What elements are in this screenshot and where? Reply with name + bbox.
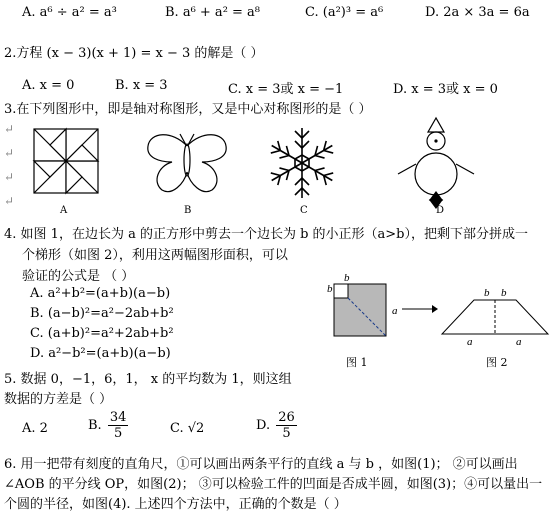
fig2-label-a-right: a	[516, 336, 522, 348]
fig2-label-a-left: a	[467, 336, 473, 348]
q2-option-a: A. x = 0	[22, 78, 75, 93]
q3-label-d: D	[436, 205, 445, 216]
q2-option-c: C. x = 3或 x = −1	[228, 82, 344, 97]
q6-line2: ∠AOB 的平分线 OP，如图(2)； ③可以检验工件的凹面是否成半圆，如图(3)；④可以量出一	[4, 477, 543, 492]
paragraph-mark: ↵	[4, 194, 15, 208]
fig2-label-b-right: b	[501, 287, 507, 299]
q4-option-b: B. (a−b)²=a²−2ab+b²	[30, 306, 174, 321]
q5-option-b-prefix: B.	[88, 418, 102, 433]
q1-option-d: D. 2a × 3a = 6a	[425, 5, 530, 20]
butterfly-figure	[142, 128, 232, 198]
arrow-right-icon	[402, 303, 438, 315]
q2-option-b: B. x = 3	[115, 78, 168, 93]
q4-option-a: A. a²+b²=(a+b)(a−b)	[30, 286, 171, 301]
q4-option-d: D. a²−b²=(a+b)(a−b)	[30, 346, 171, 361]
q4-line3: 验证的公式是 （ ）	[22, 269, 135, 284]
q5-d-numerator: 26	[278, 410, 295, 425]
q3-label-a: A	[60, 205, 68, 216]
pinwheel-figure	[30, 125, 102, 197]
snowflake-figure	[262, 124, 342, 202]
q5-option-b-fraction	[108, 410, 129, 441]
q2-option-d: D. x = 3或 x = 0	[393, 82, 498, 97]
q5-option-d-prefix: D.	[256, 418, 271, 433]
q1-option-c: C. (a²)³ = a⁶	[305, 5, 384, 20]
trapezoid-figure	[440, 298, 552, 338]
q5-line2: 数据的方差是（ ）	[4, 392, 113, 407]
q6-line3: 个圆的半径，如图(4). 上述四个方法中，正确的个数是（ ）	[4, 497, 347, 512]
q4-line2: 个梯形（如图 2），利用这两幅图形面积，可以	[22, 248, 288, 263]
q4-line1: 4. 如图 1，在边长为 a 的正方形中剪去一个边长为 b 的小正形（a>b），把剩下部分拼成一	[4, 227, 529, 242]
q3-stem: 3.在下列图形中，即是轴对称图形，又是中心对称图形的是（ ）	[4, 102, 372, 117]
paragraph-mark: ↵	[4, 170, 15, 184]
q5-option-d	[256, 410, 299, 441]
q3-label-c: C	[300, 205, 308, 216]
fig1-label-b-top: b	[344, 272, 350, 284]
fig2-label-b-left: b	[484, 287, 490, 299]
q5-option-b	[88, 410, 130, 441]
q5-option-a: A. 2	[22, 421, 48, 436]
q5-option-c: C. √2	[170, 421, 205, 436]
q1-option-a: A. a⁶ ÷ a² = a³	[22, 5, 117, 20]
q5-line1: 5. 数据 0，−1，6，1， x 的平均数为 1，则这组	[4, 372, 292, 387]
q4-option-c: C. (a+b)²=a²+2ab+b²	[30, 326, 174, 341]
q5-d-denominator: 5	[282, 426, 291, 441]
q6-line1: 6. 用一把带有刻度的直角尺，①可以画出两条平行的直线 a 与 b ，如图(1)； ②可以画出	[4, 457, 518, 472]
paragraph-mark: ↵	[4, 146, 15, 160]
square-cut-figure	[330, 278, 390, 340]
snowman-figure	[388, 114, 484, 210]
q5-b-numerator: 34	[109, 410, 127, 425]
fig1-caption: 图 1	[346, 356, 368, 369]
fig1-label-b-left: b	[327, 283, 333, 295]
q5-b-denominator: 5	[113, 426, 123, 441]
fig2-caption: 图 2	[486, 356, 508, 369]
paragraph-mark: ↵	[4, 122, 15, 136]
fig1-label-a: a	[392, 305, 398, 317]
q2-stem: 2.方程 (x − 3)(x + 1) = x − 3 的解是（ ）	[4, 46, 264, 61]
q3-label-b: B	[184, 205, 192, 216]
q1-option-b: B. a⁶ + a² = a⁸	[165, 5, 261, 20]
q5-option-d-fraction	[276, 410, 297, 441]
